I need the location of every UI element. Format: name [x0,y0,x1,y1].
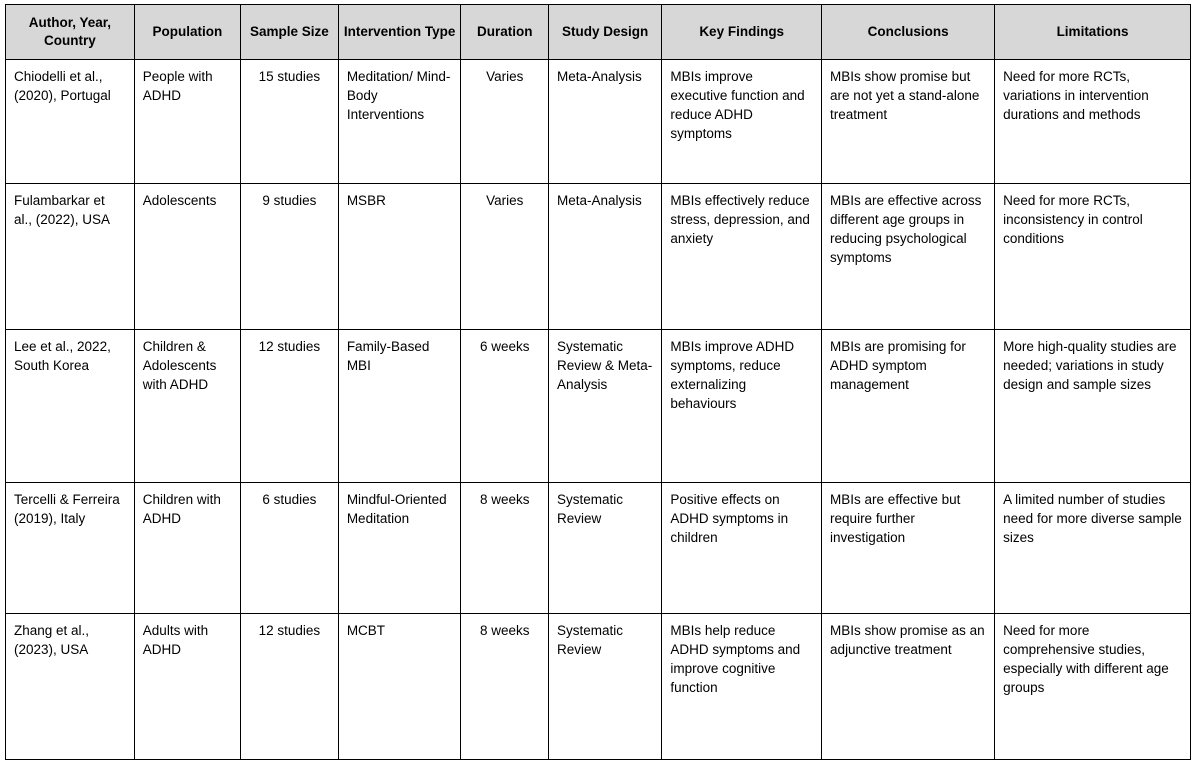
column-header-limitations: Limitations [995,5,1191,60]
cell-duration: 6 weeks [461,329,549,482]
cell-intervention: Family-Based MBI [338,329,461,482]
table-row [6,613,1191,759]
cell-findings: Positive effects on ADHD symptoms in children [662,482,822,613]
cell-sample-size: 6 studies [240,482,338,613]
table-row [6,482,1191,613]
cell-findings: MBIs help reduce ADHD symptoms and improve cognitive function [662,613,822,759]
table-body [6,59,1191,759]
column-header-duration: Duration [461,5,549,60]
cell-conclusions: MBIs are effective across different age groups in reducing psychological symptoms [822,183,995,329]
column-header-population: Population [134,5,240,60]
column-header-study-design: Study Design [549,5,662,60]
cell-conclusions: MBIs are promising for ADHD symptom management [822,329,995,482]
cell-conclusions: MBIs are effective but require further investigation [822,482,995,613]
column-header-sample-size: Sample Size [240,5,338,60]
cell-author: Chiodelli et al., (2020), Portugal [6,59,135,183]
column-header-key-findings: Key Findings [662,5,822,60]
column-header-intervention-type: Intervention Type [338,5,461,60]
cell-sample-size: 12 studies [240,613,338,759]
cell-population: People with ADHD [134,59,240,183]
cell-design: Meta-Analysis [549,183,662,329]
cell-limitations: More high-quality studies are needed; variations in study design and sample sizes [995,329,1191,482]
cell-limitations: Need for more RCTs, inconsistency in control conditions [995,183,1191,329]
cell-population: Children & Adolescents with ADHD [134,329,240,482]
cell-author: Zhang et al., (2023), USA [6,613,135,759]
cell-duration: Varies [461,59,549,183]
cell-population: Children with ADHD [134,482,240,613]
cell-conclusions: MBIs show promise but are not yet a stand-alone treatment [822,59,995,183]
cell-population: Adults with ADHD [134,613,240,759]
cell-duration: Varies [461,183,549,329]
cell-author: Tercelli & Ferreira (2019), Italy [6,482,135,613]
cell-intervention: MCBT [338,613,461,759]
cell-author: Fulambarkar et al., (2022), USA [6,183,135,329]
cell-design: Systematic Review [549,482,662,613]
cell-sample-size: 9 studies [240,183,338,329]
cell-intervention: Meditation/ Mind-Body Interventions [338,59,461,183]
cell-limitations: Need for more RCTs, variations in intervention durations and methods [995,59,1191,183]
cell-conclusions: MBIs show promise as an adjunctive treatment [822,613,995,759]
cell-duration: 8 weeks [461,482,549,613]
table-header-row [6,5,1191,60]
table-row [6,329,1191,482]
cell-population: Adolescents [134,183,240,329]
table-row [6,59,1191,183]
column-header-author-year-country: Author, Year, Country [6,5,135,60]
cell-findings: MBIs improve executive function and reduce ADHD symptoms [662,59,822,183]
cell-intervention: MSBR [338,183,461,329]
column-header-conclusions: Conclusions [822,5,995,60]
cell-findings: MBIs effectively reduce stress, depression, and anxiety [662,183,822,329]
cell-sample-size: 12 studies [240,329,338,482]
study-characteristics-table [5,4,1191,760]
cell-author: Lee et al., 2022, South Korea [6,329,135,482]
cell-design: Meta-Analysis [549,59,662,183]
cell-findings: MBIs improve ADHD symptoms, reduce externalizing behaviours [662,329,822,482]
table-row [6,183,1191,329]
cell-limitations: Need for more comprehensive studies, especially with different age groups [995,613,1191,759]
cell-intervention: Mindful-Oriented Meditation [338,482,461,613]
cell-limitations: A limited number of studies need for more diverse sample sizes [995,482,1191,613]
cell-sample-size: 15 studies [240,59,338,183]
cell-duration: 8 weeks [461,613,549,759]
table-header [6,5,1191,60]
cell-design: Systematic Review [549,613,662,759]
cell-design: Systematic Review & Meta-Analysis [549,329,662,482]
